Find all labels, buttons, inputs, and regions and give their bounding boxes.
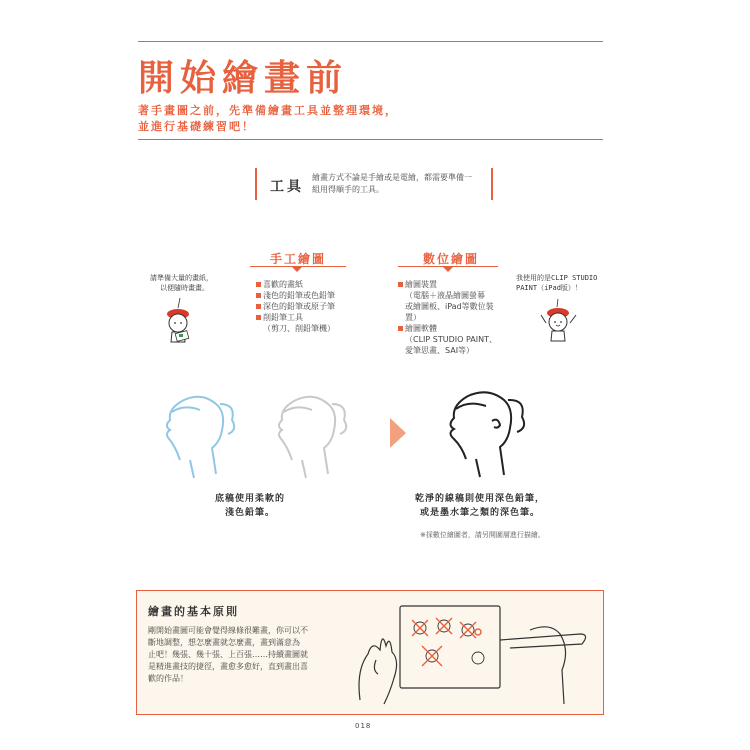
analog-caret <box>292 267 302 272</box>
digital-speech: 我使用的是CLIP STUDIO PAINT（iPad版）！ <box>516 274 598 292</box>
light-blue-sketch-profile <box>150 390 250 480</box>
tools-desc-line-2: 組用得順手的工具。 <box>312 185 384 194</box>
tools-label: 工具 <box>270 179 304 195</box>
list-item: 繪圖裝置 <box>398 279 497 290</box>
principles-line-2: 斷地調整，想怎麼畫就怎麼畫，畫到滿意為 <box>148 638 300 647</box>
principles-line-5: 歡的作品！ <box>148 674 188 683</box>
principles-line-4: 是精進畫技的捷徑，畫愈多愈好，直到畫出喜 <box>148 662 308 671</box>
analog-list <box>256 279 335 334</box>
list-item: （電腦＋液晶繪圖螢幕 <box>405 291 485 300</box>
list-item: 或繪圖板、iPad等數位裝 <box>405 302 494 311</box>
digital-heading: 數位繪圖 <box>423 252 480 266</box>
top-rule <box>138 41 603 42</box>
caption-right-1: 乾淨的線稿則使用深色鉛筆， <box>414 494 545 504</box>
list-item: 深色的鉛筆或原子筆 <box>256 301 335 312</box>
list-item: 繪圖軟體 <box>398 323 497 334</box>
page-number: 018 <box>355 722 372 730</box>
principles-title: 繪畫的基本原則 <box>148 605 239 618</box>
list-item: 置） <box>405 313 421 322</box>
ink-line-art-profile <box>432 385 542 480</box>
analog-speech: 請準備大量的畫紙， 以便隨時畫畫。 <box>150 274 213 292</box>
header-bottom-rule <box>138 139 603 140</box>
digital-caret <box>443 267 453 272</box>
page-title: 開始繪畫前 <box>138 58 349 99</box>
character-excited-icon <box>538 297 582 345</box>
digital-note: ※採數位繪圖者，請另開圖層進行描繪。 <box>420 531 545 539</box>
list-item: 愛筆思畫、SAI等） <box>405 346 475 355</box>
caption-left-2: 淺色鉛筆。 <box>224 508 275 518</box>
caption-right-2: 或是墨水筆之類的深色筆。 <box>419 508 540 518</box>
principles-line-1: 剛開始畫圖可能會覺得線條很難畫，你可以不 <box>148 626 308 635</box>
list-item: 喜歡的畫紙 <box>256 279 335 290</box>
digital-list <box>398 279 497 356</box>
principles-line-3: 止吧！幾張、幾十張、上百張……持續畫圖就 <box>148 650 308 659</box>
arrow-right-icon <box>388 418 408 448</box>
tools-desc-line-1: 繪畫方式不論是手繪或是電繪，都需要準備一 <box>312 173 472 182</box>
gray-sketch-profile <box>262 390 362 480</box>
analog-heading: 手工繪圖 <box>270 252 327 266</box>
drawing-practice-illustration <box>350 600 600 710</box>
list-item: 削鉛筆工具 <box>256 312 335 323</box>
list-item: （CLIP STUDIO PAINT、 <box>405 335 497 344</box>
list-item: （剪刀、削鉛筆機） <box>263 324 335 333</box>
character-with-paper-icon <box>158 296 208 346</box>
caption-left-1: 底稿使用柔軟的 <box>214 494 285 504</box>
intro-line-1: 著手畫圖之前，先準備繪畫工具並整理環境， <box>138 104 398 117</box>
intro-line-2: 並進行基礎練習吧！ <box>138 120 255 133</box>
list-item: 淺色的鉛筆或色鉛筆 <box>256 290 335 301</box>
